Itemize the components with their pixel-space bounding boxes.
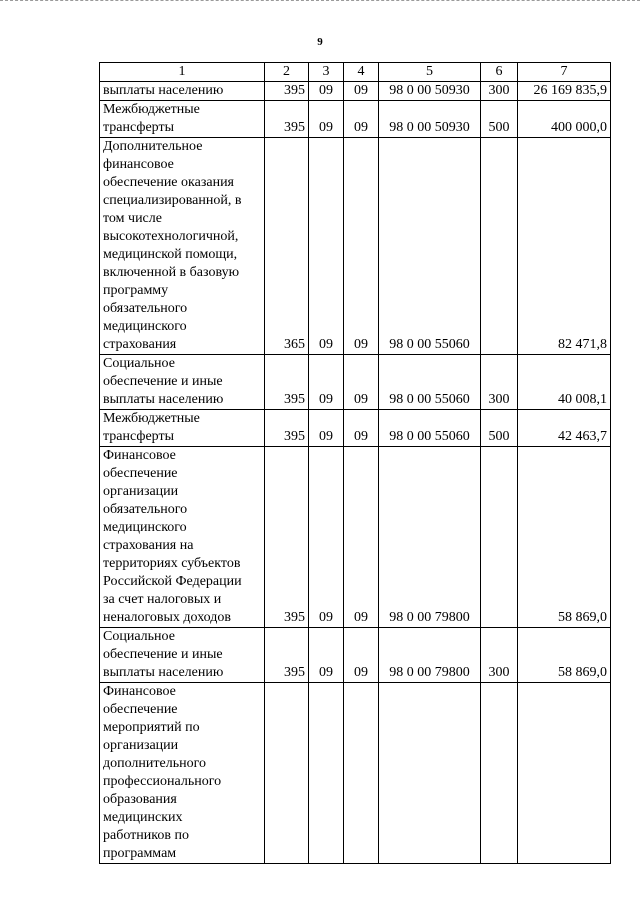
ministry-code-cell: 365	[265, 138, 309, 355]
row-name-cell	[100, 82, 265, 101]
table-row	[100, 101, 611, 138]
row-name-cell	[100, 101, 265, 138]
row-name-line: Финансовое	[103, 684, 176, 699]
row-name-line: финансовое	[103, 157, 174, 172]
row-name-line: обеспечение и иные	[103, 647, 223, 662]
subsection-code-cell: 09	[344, 355, 379, 410]
row-name-line: программам	[103, 846, 177, 861]
amount-cell: 82 471,8	[518, 138, 611, 355]
target-article-cell: 98 0 00 50930	[379, 101, 481, 138]
section-code-cell: 09	[309, 82, 344, 101]
expense-type-cell	[481, 447, 518, 628]
row-name-line: профессионального	[103, 774, 222, 789]
amount-cell: 58 869,0	[518, 447, 611, 628]
ministry-code-cell: 395	[265, 410, 309, 447]
section-code-cell: 09	[309, 410, 344, 447]
page-top-border	[0, 0, 640, 3]
row-name-line: Социальное	[103, 356, 175, 371]
row-name-line: специализированной, в	[103, 193, 242, 208]
target-article-cell: 98 0 00 55060	[379, 355, 481, 410]
row-name-line: дополнительного	[103, 756, 206, 771]
col-header-4: 4	[344, 63, 379, 82]
row-name-line: организации	[103, 484, 179, 499]
row-name-line: медицинского	[103, 319, 187, 334]
ministry-code-cell	[265, 683, 309, 864]
row-name-line: обеспечение	[103, 466, 178, 481]
expense-type-cell: 300	[481, 628, 518, 683]
amount-cell: 42 463,7	[518, 410, 611, 447]
row-name-line: медицинских	[103, 810, 183, 825]
section-code-cell: 09	[309, 447, 344, 628]
table-row	[100, 138, 611, 355]
row-name-line: программу	[103, 283, 169, 298]
table-row	[100, 410, 611, 447]
col-header-6: 6	[481, 63, 518, 82]
row-name-line: включенной в базовую	[103, 265, 240, 280]
row-name-line: выплаты населению	[103, 665, 224, 680]
col-header-2: 2	[265, 63, 309, 82]
expense-type-cell: 300	[481, 355, 518, 410]
row-name-line: обеспечение и иные	[103, 374, 223, 389]
section-code-cell	[309, 683, 344, 864]
subsection-code-cell: 09	[344, 101, 379, 138]
expense-type-cell: 500	[481, 101, 518, 138]
row-name-line: обязательного	[103, 301, 188, 316]
row-name-cell	[100, 410, 265, 447]
row-name-line: страхования на	[103, 538, 194, 553]
row-name-line: медицинского	[103, 520, 187, 535]
table-row	[100, 683, 611, 864]
section-code-cell: 09	[309, 628, 344, 683]
subsection-code-cell	[344, 683, 379, 864]
section-code-cell: 09	[309, 101, 344, 138]
expense-type-cell: 500	[481, 410, 518, 447]
row-name-line: работников по	[103, 828, 189, 843]
ministry-code-cell: 395	[265, 447, 309, 628]
ministry-code-cell: 395	[265, 355, 309, 410]
row-name-cell	[100, 447, 265, 628]
row-name-line: обязательного	[103, 502, 188, 517]
row-name-line: за счет налоговых и	[103, 592, 222, 607]
section-code-cell: 09	[309, 355, 344, 410]
target-article-cell	[379, 683, 481, 864]
amount-cell: 26 169 835,9	[518, 82, 611, 101]
row-name-line: мероприятий по	[103, 720, 200, 735]
row-name-cell	[100, 683, 265, 864]
row-name-line: медицинской помощи,	[103, 247, 238, 262]
row-name-line: Межбюджетные	[103, 102, 200, 117]
amount-cell: 40 008,1	[518, 355, 611, 410]
page-number: 9	[317, 36, 323, 48]
row-name-line: обеспечение оказания	[103, 175, 234, 190]
table-row	[100, 628, 611, 683]
target-article-cell: 98 0 00 55060	[379, 138, 481, 355]
table-row	[100, 447, 611, 628]
col-header-3: 3	[309, 63, 344, 82]
row-name-line: страхования	[103, 337, 177, 352]
table-row	[100, 82, 611, 101]
row-name-line: трансферты	[103, 429, 175, 444]
target-article-cell: 98 0 00 55060	[379, 410, 481, 447]
subsection-code-cell: 09	[344, 410, 379, 447]
row-name-cell	[100, 138, 265, 355]
budget-table	[99, 62, 611, 864]
section-code-cell: 09	[309, 138, 344, 355]
row-name-line: обеспечение	[103, 702, 178, 717]
subsection-code-cell: 09	[344, 138, 379, 355]
row-name-line: Межбюджетные	[103, 411, 200, 426]
expense-type-cell: 300	[481, 82, 518, 101]
row-name-line: образования	[103, 792, 177, 807]
row-name-line: трансферты	[103, 120, 175, 135]
target-article-cell: 98 0 00 79800	[379, 628, 481, 683]
subsection-code-cell: 09	[344, 82, 379, 101]
target-article-cell: 98 0 00 79800	[379, 447, 481, 628]
row-name-line: выплаты населению	[103, 392, 224, 407]
ministry-code-cell: 395	[265, 82, 309, 101]
amount-cell	[518, 683, 611, 864]
row-name-line: неналоговых доходов	[103, 610, 232, 625]
row-name-line: выплаты населению	[103, 83, 224, 98]
target-article-cell: 98 0 00 50930	[379, 82, 481, 101]
table-header-row	[100, 63, 611, 82]
row-name-line: территориях субъектов	[103, 556, 241, 571]
table-row	[100, 355, 611, 410]
row-name-line: том числе	[103, 211, 162, 226]
subsection-code-cell: 09	[344, 447, 379, 628]
col-header-7: 7	[518, 63, 611, 82]
row-name-cell	[100, 628, 265, 683]
expense-type-cell	[481, 683, 518, 864]
row-name-line: высокотехнологичной,	[103, 229, 239, 244]
row-name-line: Российской Федерации	[103, 574, 242, 589]
amount-cell: 58 869,0	[518, 628, 611, 683]
ministry-code-cell: 395	[265, 628, 309, 683]
subsection-code-cell: 09	[344, 628, 379, 683]
col-header-5: 5	[379, 63, 481, 82]
ministry-code-cell: 395	[265, 101, 309, 138]
row-name-line: Финансовое	[103, 448, 176, 463]
row-name-cell	[100, 355, 265, 410]
row-name-line: Социальное	[103, 629, 175, 644]
row-name-line: организации	[103, 738, 179, 753]
row-name-line: Дополнительное	[103, 139, 203, 154]
col-header-1: 1	[100, 63, 265, 82]
expense-type-cell	[481, 138, 518, 355]
amount-cell: 400 000,0	[518, 101, 611, 138]
